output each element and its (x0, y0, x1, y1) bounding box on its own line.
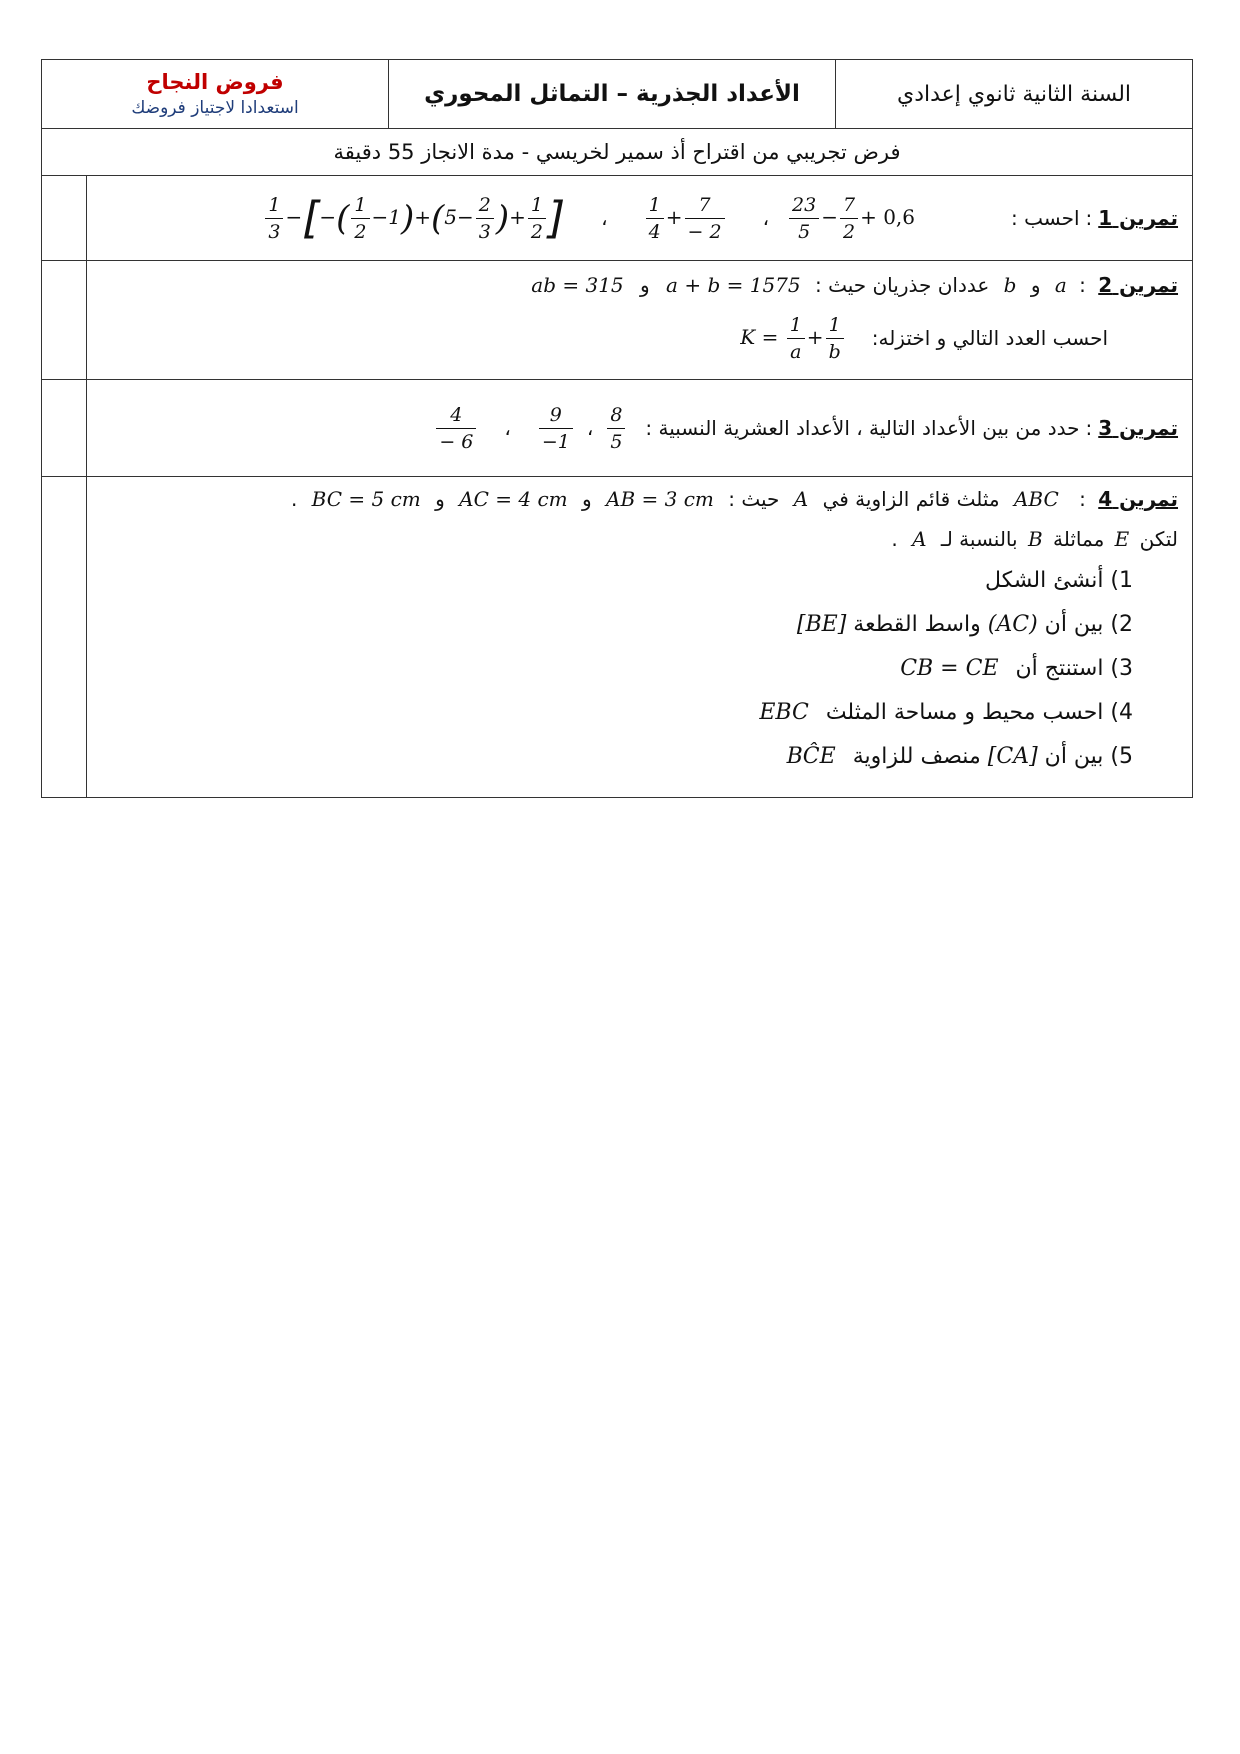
expression-2: $\frac{1}{4}$ + $\frac{7}{- 2}$ (644, 192, 727, 245)
margin-cell (42, 380, 87, 477)
exercise-1-label: تمرين 1 (1098, 206, 1179, 230)
exercise-1: تمرين 1 : احسب : $\frac{23}{5}$ − $\frac{7}{2}$ + 0,6 ، $\frac{1}{4}$ + $\frac{7}{- 2}$ ، $\frac{1}{3}$ −[−( $\frac{1}{2}$ −1)+(5− $\frac{2}{3}$ )+ $\frac{1}{2}$ ] (87, 176, 1193, 261)
margin-cell (42, 477, 87, 798)
fraction: $\frac{2}{3}$ (476, 192, 494, 245)
fraction: $\frac{1}{2}$ (351, 192, 369, 245)
fraction: $\frac{1}{4}$ (646, 192, 664, 245)
exercise-2-label: تمرين 2 (1098, 273, 1179, 297)
exercise-2-text: عددان جذريان حيث : (814, 273, 990, 297)
subtitle-row (42, 129, 1193, 176)
fraction: $\frac{7}{- 2}$ (685, 192, 725, 245)
question-item: 4) احسب محيط و مساحة المثلث EBC (759, 700, 1134, 725)
exercise-4-text: بالنسبة لـ (940, 527, 1018, 551)
question-item: 5) بين أن [CA] منصف للزاوية BĈE (786, 744, 1134, 769)
exercise-4: تمرين 4 : ABC مثلث قائم الزاوية في A حيث : AB = 3 cm و AC = 4 cm و BC = 5 cm . لتكن E مماثلة B بالنسبة لـ A . 1) أنشئ الشكل 2) بين أن (AC) واسط القطعة [BE] 3) استنتج أن CB = CE 4) احسب محيط و مساحة المثلث EBC 5) بين أن [CA] منصف للزاوية BĈE (87, 477, 1193, 798)
expression-3: $\frac{1}{3}$ −[−( $\frac{1}{2}$ −1)+(5− $\frac{2}{3}$ )+ $\frac{1}{2}$ ] (263, 192, 565, 245)
header-row (42, 60, 1193, 129)
variable-a: a (1054, 273, 1067, 297)
fraction: $\frac{1}{b}$ (826, 312, 844, 365)
exercise-4-text: لتكن (1139, 527, 1179, 551)
conjunction: و (435, 487, 445, 511)
question-list (101, 559, 1133, 779)
length-bc: BC = 5 cm (311, 487, 421, 511)
expression-1: $\frac{23}{5}$ − $\frac{7}{2}$ + 0,6 (787, 192, 915, 245)
conjunction: و (640, 273, 650, 297)
margin-cell (42, 176, 87, 261)
exercise-4-text: مثلث قائم الزاوية في (822, 487, 1000, 511)
school-level: السنة الثانية ثانوي إعدادي (836, 60, 1193, 129)
brand-name: فروض النجاح (146, 70, 284, 94)
fraction: $\frac{7}{2}$ (840, 192, 858, 245)
conjunction: و (1030, 273, 1041, 297)
conjunction: و (581, 487, 592, 511)
question-item: 2) بين أن (AC) واسط القطعة [BE] (796, 612, 1134, 637)
separator-comma: ، (504, 416, 511, 440)
exercise-3-row (42, 380, 1193, 477)
fraction-1: $\frac{8}{5}$ (605, 402, 627, 455)
brand-cell (42, 60, 389, 129)
exercise-2-row (42, 261, 1193, 380)
exercise-4-row (42, 477, 1193, 798)
exam-title: الأعداد الجذرية – التماثل المحوري (389, 60, 836, 129)
question-item: 3) استنتج أن CB = CE (900, 656, 1134, 681)
exercise-1-instruction: احسب : (1011, 206, 1080, 230)
exercise-3: تمرين 3 : حدد من بين الأعداد التالية ، الأعداد العشرية النسبية : $\frac{8}{5}$ ، $\frac{9}{-1}$ ، $\frac{4}{- 6}$ (87, 380, 1193, 477)
exercise-4-text: مماثلة (1053, 527, 1105, 551)
question-item: 1) أنشئ الشكل (984, 568, 1134, 593)
fraction-3: $\frac{4}{- 6}$ (434, 402, 478, 455)
exercise-3-text: حدد من بين الأعداد التالية ، الأعداد العشرية النسبية : (645, 416, 1080, 440)
condition-product: ab = 315 (531, 273, 624, 297)
fraction: $\frac{23}{5}$ (789, 192, 819, 245)
vertex-a: A (793, 487, 809, 511)
exam-subtitle: فرض تجريبي من اقتراح أذ سمير لخريسي - مدة الانجاز 55 دقيقة (42, 129, 1193, 176)
separator-comma: ، (762, 206, 770, 230)
length-ac: AC = 4 cm (459, 487, 568, 511)
fraction: $\frac{1}{2}$ (528, 192, 546, 245)
separator-comma: ، (601, 206, 608, 230)
point-a: A (912, 527, 927, 551)
exercise-2-instruction: احسب العدد التالي و اختزله: (871, 326, 1109, 350)
expression-k: K = $\frac{1}{a}$ + $\frac{1}{b}$ (740, 312, 845, 365)
exercise-2: تمرين 2 : a و b عددان جذريان حيث : a + b = 1575 و ab = 315 احسب العدد التالي و اختزله: K = $\frac{1}{a}$ + $\frac{1}{b}$ (87, 261, 1193, 380)
variable-b: b (1003, 273, 1017, 297)
exercise-4-text: حيث : (728, 487, 780, 511)
length-ab: AB = 3 cm (606, 487, 714, 511)
exercise-4-label: تمرين 4 (1098, 487, 1179, 511)
exercise-1-row (42, 176, 1193, 261)
point-e: E (1114, 527, 1130, 551)
exam-sheet (41, 59, 1192, 798)
fraction: $\frac{1}{a}$ (787, 312, 805, 365)
condition-sum: a + b = 1575 (666, 273, 801, 297)
triangle-name: ABC (1013, 487, 1059, 511)
exercise-3-label: تمرين 3 (1098, 416, 1179, 440)
separator-comma: ، (586, 416, 594, 440)
period: . (290, 487, 298, 511)
brand-slogan: استعدادا لاجتياز فروضك (131, 98, 299, 118)
point-b: B (1027, 527, 1043, 551)
fraction: $\frac{1}{3}$ (265, 192, 283, 245)
margin-cell (42, 261, 87, 380)
exam-frame (41, 59, 1193, 798)
fraction-2: $\frac{9}{-1}$ (537, 402, 575, 455)
period: . (891, 527, 898, 551)
